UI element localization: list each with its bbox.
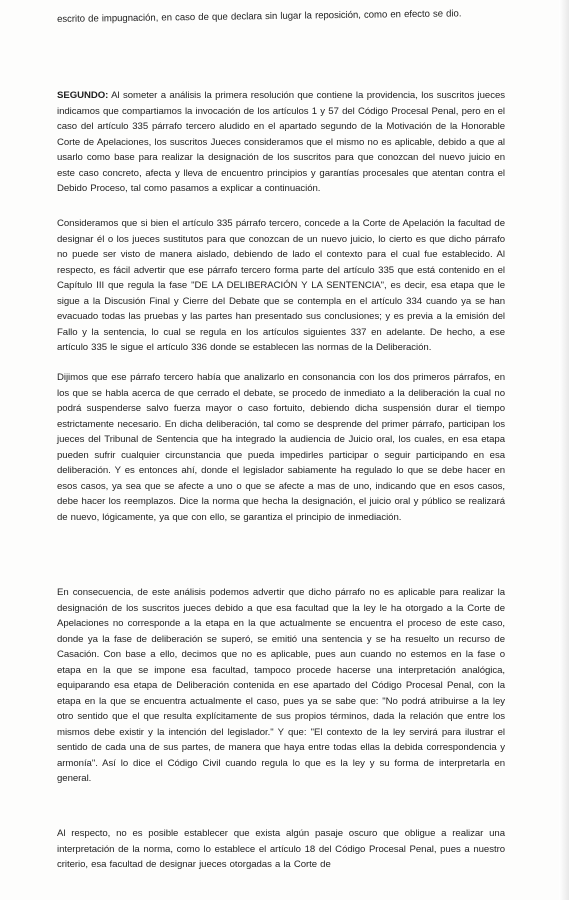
page-edge-shadow [559,0,569,900]
paragraph-segundo [57,88,505,197]
paragraph-text: Al someter a análisis la primera resolución que contiene la providencia, los suscritos jueces indicamos que compartiamos la invocación de los artículos 1 y 57 del Código Procesal Penal, pero en el caso del artículo 335 párrafo tercero aludido en el apartado segundo de la Motivación de la Honorable Corte de Apelaciones, los suscritos Jueces consideramos que el mismo no es aplicable, debido a que al usarlo como base para realizar la designación de los suscritos para que conozcan del nuevo juicio en este caso concreto, afecta y lleva de encuentro principios y garantías procesales que atentan contra el Debido Proceso, tal como pasamos a explicar a continuación. [57,90,505,194]
paragraph-respecto [57,826,505,873]
paragraph-text: Dijimos que ese párrafo tercero había que analizarlo en consonancia con los dos primeros párrafos, en los que se habla acerca de que cerrado el debate, se procedo de inmediato a la deliberación la cual no podrá suspenderse salvo fuerza mayor o caso fortuito, debiendo dicha suspensión durar el tiempo estrictamente necesario. En dicha deliberación, tal como se desprende del primer párrafo, participan los jueces del Tribunal de Sentencia que ha integrado la audiencia de Juicio oral, los cuales, en esa etapa pueden sufrir cualquier circunstancia que pueda impedirles participar o seguir participando en esa deliberación. Y es entonces ahí, donde el legislador sabiamente ha regulado lo que se debe hacer en esos casos, ya sea que se afecte a uno o que se afecte a mas de uno, indicando que en esos casos, debe hacer los reemplazos. Dice la norma que hecha la designación, el juicio oral y público se realizará de nuevo, lógicamente, ya que con ello, se garantiza el principio de inmediación. [57,372,505,523]
paragraph-lead: SEGUNDO: [57,90,109,101]
paragraph-text: En consecuencia, de este análisis podemos advertir que dicho párrafo no es aplicable para realizar la designación de los suscritos jueces debido a que esa facultad que la ley le ha otorgado a la Corte de Apelaciones no corresponde a la etapa en la que actualmente se encuentra el proceso de este caso, donde ya la fase de deliberación se superó, se emitió una sentencia y se ha resuelto un recurso de Casación. Con base a ello, decimos que no es aplicable, pues aun cuando no estemos en la fase o etapa en la que se impone esa facultad, tampoco procede hacerse una interpretación analógica, equiparando esa etapa de Deliberación contenida en ese apartado del Código Procesal Penal, con la etapa en la que se encuentra actualmente el caso, pues ya se sabe que: "No podrá atribuirse a la ley otro sentido que el que resulta explícitamente de sus propios términos, dada la relación que entre los mismos debe existir y la intención del legislador." Y que: "El contexto de la ley servirá para ilustrar el sentido de cada una de sus partes, de manera que haya entre todas ellas la debida correspondencia y armonía". Así lo dice el Código Civil cuando regula lo que es la ley y su forma de interpretarla en general. [57,587,505,784]
paragraph-text: escrito de impugnación, en caso de que declara sin lugar la reposición, como en efecto se dio. [57,8,462,25]
paragraph-text: Consideramos que si bien el artículo 335 párrafo tercero, concede a la Corte de Apelación la facultad de designar él o los jueces sustitutos para que conozcan de un nuevo juicio, lo cierto es que dicho párrafo no puede ser visto de manera aislado, debiendo de lado el contexto para el cual fue establecido. Al respecto, es fácil advertir que ese párrafo tercero forma parte del artículo 335 que está contenido en el Capítulo III que regula la fase "DE LA DELIBERACIÓN Y LA SENTENCIA", es decir, esa etapa que le sigue a la Discusión Final y Cierre del Debate que se contempla en el artículo 334 cuando ya se han evacuado todas las pruebas y las partes han presentado sus conclusiones; y es previa a la emisión del Fallo y la sentencia, lo cual se regula en los artículos siguientes 337 en adelante. De hecho, a ese artículo 335 le sigue el artículo 336 donde se establecen las normas de la Deliberación. [57,218,505,353]
paragraph-text: Al respecto, no es posible establecer que exista algún pasaje oscuro que obligue a realizar una interpretación de la norma, como lo establece el artículo 18 del Código Procesal Penal, pues a nuestro criterio, esa facultad de designar jueces otorgadas a la Corte de [57,828,505,870]
paragraph-consideramos [57,216,505,356]
paragraph-continuation [57,6,505,28]
paragraph-consecuencia [57,585,505,787]
paragraph-dijimos [57,370,505,525]
